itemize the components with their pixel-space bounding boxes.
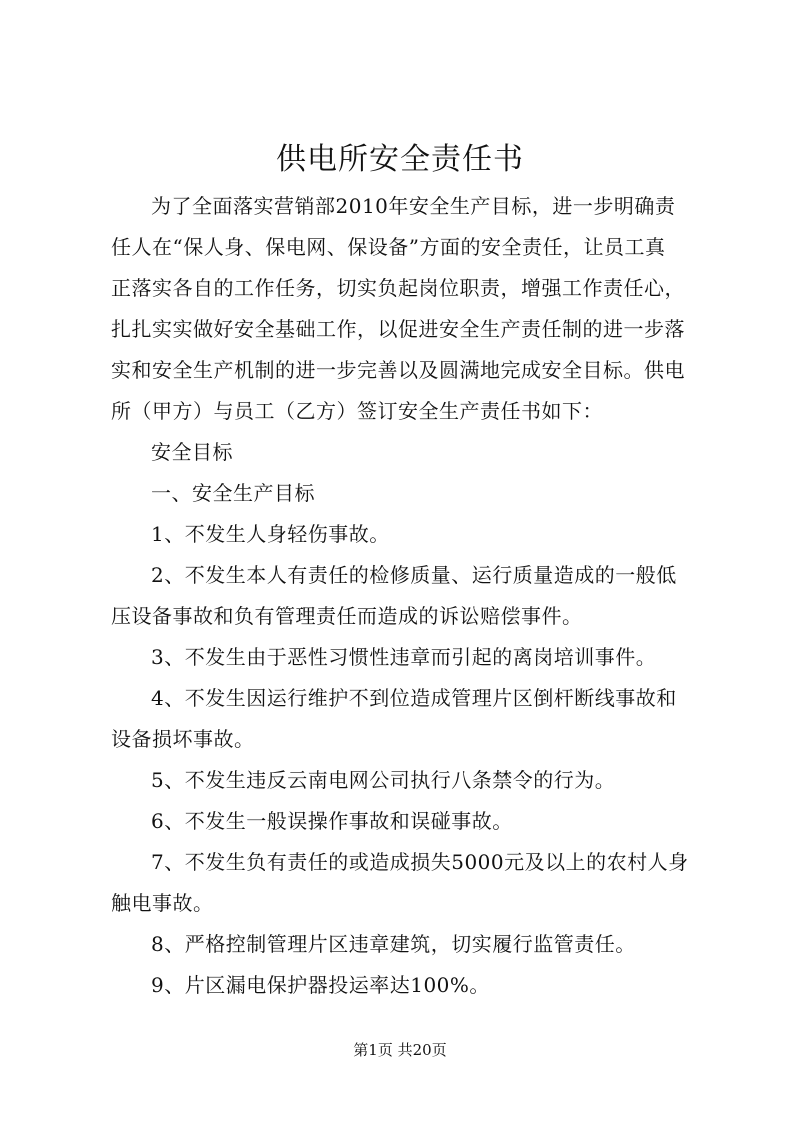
list-item-4 (111, 678, 711, 760)
text-line: 1、不发生人身轻伤事故。 (151, 522, 390, 546)
text-line: 5、不发生违反云南电网公司执行八条禁令的行为。 (151, 768, 616, 792)
paragraph-intro (111, 186, 711, 432)
text-line: 扎扎实实做好安全基础工作，以促进安全生产责任制的进一步落 (111, 317, 685, 341)
list-item-2 (111, 555, 711, 637)
text-line: 为了全面落实营销部2010年安全生产目标，进一步明确责 (151, 194, 676, 218)
text-line: 压设备事故和负有管理责任而造成的诉讼赔偿事件。 (111, 604, 583, 628)
list-item-6 (111, 801, 711, 842)
page-number-footer: 第1页 共20页 (353, 1041, 447, 1059)
list-item-3 (111, 637, 711, 678)
text-line: 7、不发生负有责任的或造成损失5000元及以上的农村人身 (151, 850, 689, 874)
text-line: 3、不发生由于恶性习惯性违章而引起的离岗培训事件。 (151, 645, 657, 669)
section-heading-safety-goals (111, 432, 711, 473)
text-line: 9、片区漏电保护器投运率达100%。 (151, 973, 490, 997)
document-title: 供电所安全责任书 (276, 142, 524, 177)
text-line: 任人在“保人身、保电网、保设备”方面的安全责任，让员工真 (111, 235, 666, 259)
text-line: 4、不发生因运行维护不到位造成管理片区倒杆断线事故和 (151, 686, 677, 710)
text-line: 设备损坏事故。 (111, 727, 255, 751)
text-line: 安全目标 (151, 440, 233, 464)
list-item-1 (111, 514, 711, 555)
text-line: 所（甲方）与员工（乙方）签订安全生产责任书如下： (111, 399, 603, 423)
list-item-9 (111, 965, 711, 1006)
text-line: 实和安全生产机制的进一步完善以及圆满地完成安全目标。供电 (111, 358, 685, 382)
text-line: 6、不发生一般误操作事故和误碰事故。 (151, 809, 513, 833)
text-line: 触电事故。 (111, 891, 214, 915)
document-body (111, 186, 711, 1006)
text-line: 一、安全生产目标 (151, 481, 315, 505)
text-line: 8、严格控制管理片区违章建筑，切实履行监管责任。 (151, 932, 636, 956)
list-item-5 (111, 760, 711, 801)
list-item-8 (111, 924, 711, 965)
section-heading-production-goals (111, 473, 711, 514)
list-item-7 (111, 842, 711, 924)
text-line: 2、不发生本人有责任的检修质量、运行质量造成的一般低 (151, 563, 677, 587)
text-line: 正落实各自的工作任务，切实负起岗位职责，增强工作责任心， (111, 276, 685, 300)
